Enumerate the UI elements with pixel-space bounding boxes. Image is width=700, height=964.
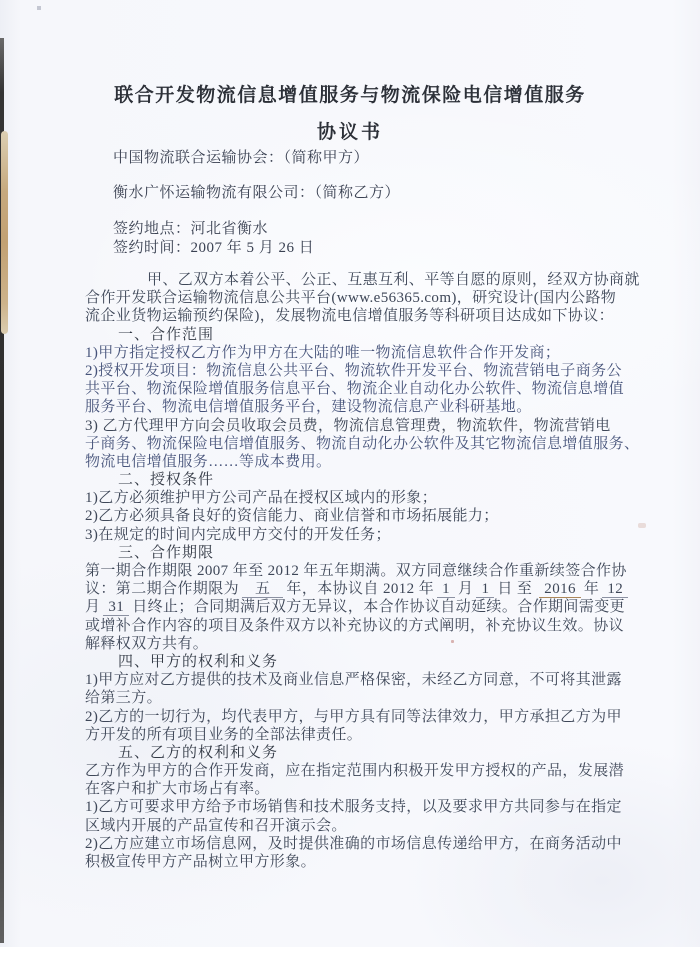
party-a-line: 中国物流联合运输协会：（简称甲方） <box>113 150 370 166</box>
term-text: 日 至 <box>497 581 533 598</box>
body-line: 3) 乙方代理甲方向会员收取会员费，物流信息管理费，物流软件，物流营销电 <box>85 417 611 434</box>
body-line: 2)乙方应建立市场信息网，及时提供准确的市场信息传递给甲方，在商务活动中 <box>85 835 622 852</box>
party-b-line: 衡水广怀运输物流有限公司：（简称乙方） <box>113 185 401 201</box>
section-heading-5: 五、乙方的权利和义务 <box>118 744 279 761</box>
body-line: 解释权双方共有。 <box>85 635 209 652</box>
term-fill-in-line-1 <box>85 580 647 598</box>
term-text: 年，本协议自 2012 年 <box>286 581 435 598</box>
body-line: 方开发的所有项目业务的全部法律责任。 <box>85 726 363 743</box>
term-blank-end-month: 12 <box>602 581 628 598</box>
document-title: 联合开发物流信息增值服务与物流保险电信增值服务 <box>114 85 586 106</box>
body-line: 给第三方。 <box>85 690 163 707</box>
body-line: 1)乙方可要求甲方给予市场销售和技术服务支持，以及要求甲方共同参与在指定 <box>85 799 622 816</box>
body-line: 2)乙方必须具备良好的资信能力、商业信誉和市场拓展能力； <box>85 508 499 525</box>
term-blank-start-day: 1 <box>476 581 494 598</box>
term-text: 日终止；合同期满后双方无异议，本合作协议自动延续。合作期间需变更 <box>132 599 626 616</box>
agreement-body <box>85 271 647 871</box>
body-line: 甲、乙双方本着公平、公正、互惠互利、平等自愿的原则，经双方协商就 <box>147 272 640 288</box>
body-line: 乙方作为甲方的合作开发商，应在指定范围内积极开发甲方授权的产品，发展潜 <box>85 763 625 780</box>
body-line: 或增补合作内容的项目及条件双方以补充协议的方式阐明，补充协议生效。协议 <box>85 617 625 634</box>
term-text: 议：第二期合作期限为 <box>85 581 240 598</box>
body-line: 1)甲方应对乙方提供的技术及商业信息严格保密，未经乙方同意，不可将其泄露 <box>85 672 622 689</box>
body-line: 合作开发联合运输物流信息公共平台(www.e56365.com)，研究设计(国内公路物 <box>85 290 617 307</box>
section-heading-1: 一、合作范围 <box>118 326 215 343</box>
body-line: 共平台、物流保险增值服务信息平台、物流企业自动化办公软件、物流信息增值 <box>85 381 625 398</box>
body-line: 物流电信增值服务……等成本费用。 <box>85 453 332 470</box>
term-blank-years: 五 <box>242 581 283 598</box>
body-line: 积极宣传甲方产品树立甲方形象。 <box>85 854 317 870</box>
body-line: 子商务、物流保险电信增值服务、物流自动化办公软件及其它物流信息增值服务、 <box>85 435 640 452</box>
body-line: 1)甲方指定授权乙方作为甲方在大陆的唯一物流信息软件合作开发商； <box>85 344 561 361</box>
body-line: 第一期合作期限 2007 年至 2012 年五年期满。双方同意继续合作重新续签合作协 <box>85 563 627 579</box>
body-line: 区域内开展的产品宣传和召开演示会。 <box>85 817 347 834</box>
term-blank-end-day: 31 <box>103 599 129 616</box>
section-heading-4: 四、甲方的权利和义务 <box>118 653 279 670</box>
body-line: 服务平台、物流电信增值服务平台，建设物流信息产业科研基地。 <box>85 399 532 416</box>
term-text: 年 <box>583 581 600 598</box>
sign-place-line: 签约地点：河北省衡水 <box>113 221 269 237</box>
section-heading-3: 三、合作期限 <box>118 544 215 561</box>
body-line: 1)乙方必须维护甲方公司产品在授权区域内的形象； <box>85 490 438 507</box>
body-line: 3)在规定的时间内完成甲方交付的开发任务； <box>85 526 391 543</box>
term-blank-start-month: 1 <box>437 581 455 598</box>
body-line: 2)乙方的一切行为，均代表甲方，与甲方具有同等法律效力，甲方承担乙方为甲 <box>85 708 622 725</box>
body-line: 流企业货物运输预约保险)，发展物流电信增值服务等科研项目达成如下协议： <box>85 308 614 325</box>
body-line: 在客户和扩大市场占有率。 <box>85 781 270 798</box>
term-fill-in-line-2 <box>85 598 647 616</box>
section-heading-2: 二、授权条件 <box>118 472 215 489</box>
sign-time-line: 签约时间：2007 年 5 月 26 日 <box>113 240 315 256</box>
body-line: 2)授权开发项目：物流信息公共平台、物流软件开发平台、物流营销电子商务公 <box>85 362 622 379</box>
scan-speck <box>37 6 41 10</box>
term-text: 月 <box>85 599 101 616</box>
page-stack-edge <box>1 131 8 334</box>
term-blank-end-year: 2016 <box>539 581 581 598</box>
document-subtitle: 协议书 <box>316 122 383 143</box>
term-text: 月 <box>458 581 474 598</box>
